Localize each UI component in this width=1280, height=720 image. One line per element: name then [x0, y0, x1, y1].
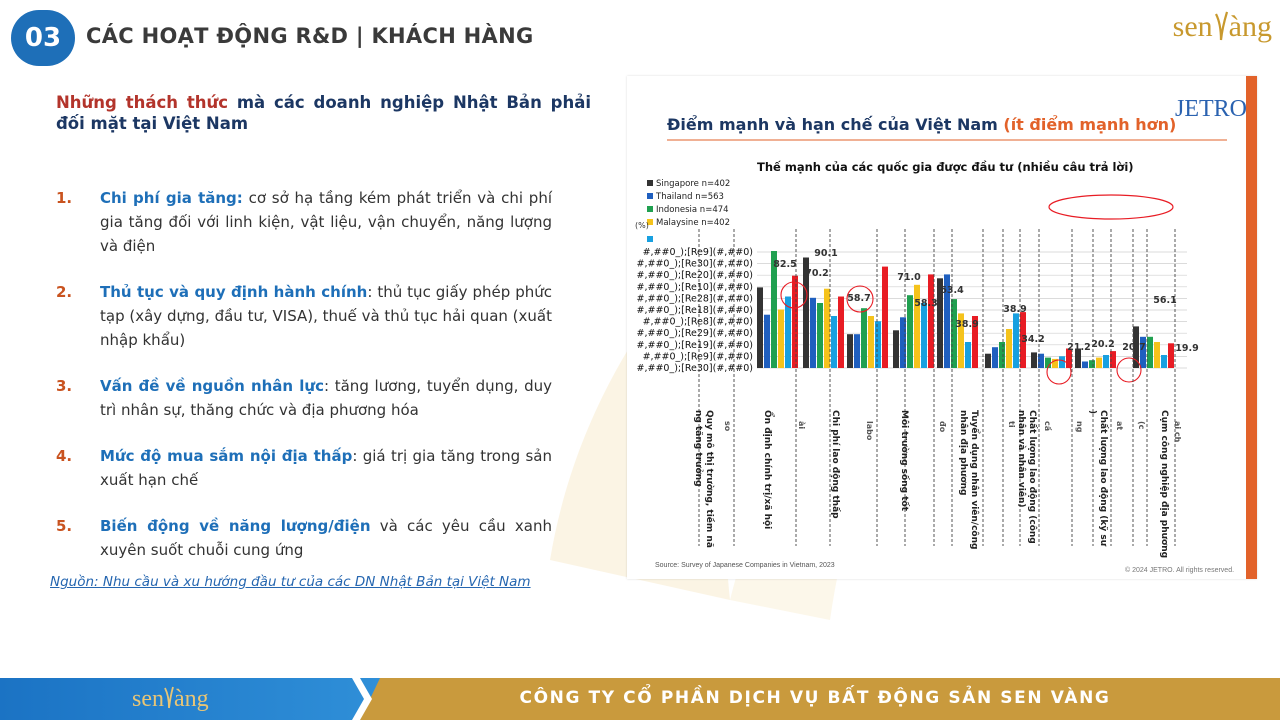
partial-category-label: (c [1137, 421, 1146, 430]
partial-category-label: cầ [1043, 421, 1052, 432]
tick-labels [637, 247, 753, 374]
chart-side-bar [1246, 76, 1257, 579]
bar [1161, 355, 1167, 368]
category-label: ) [1087, 410, 1097, 415]
value-label: 58.3 [914, 298, 938, 309]
bar [824, 289, 830, 368]
tick-label: #,##0_);[Re20](#,##0) [636, 270, 753, 282]
list-item [56, 280, 552, 352]
bar [928, 274, 934, 368]
category-label: Môi trường sống tốt [899, 410, 909, 511]
brand-text-post: àng [1228, 10, 1272, 43]
tick-label: #,##0_);[Re18](#,##0) [636, 305, 753, 316]
bar [1082, 362, 1088, 369]
partial-category-label: labo [865, 421, 874, 441]
legend-entry: Malaysine n=402 [656, 218, 730, 228]
bar [1096, 358, 1102, 368]
item-number: 3. [56, 377, 73, 395]
subtitle-rest: mà các doanh nghiệp Nhật Bản phải đối mặt tại Việt Nam [56, 93, 591, 133]
item-number: 5. [56, 517, 73, 535]
bar [810, 298, 816, 368]
chart-copyright: © 2024 JETRO. All rights reserved. [1125, 567, 1235, 574]
item-keyword: Chi phí gia tăng: [100, 189, 243, 207]
item-number: 4. [56, 447, 73, 465]
bar [882, 267, 888, 368]
list-item [56, 514, 552, 562]
bar [1013, 313, 1019, 368]
subtitle-highlight: Những thách thức [56, 93, 228, 112]
category-label: nhân và nhân viên) [1016, 410, 1026, 508]
legend-entry: Singapore n=402 [656, 179, 731, 189]
bar [868, 316, 874, 368]
category-label: Chi phí lao động thấp [830, 410, 840, 519]
value-label: 21.2 [1067, 342, 1091, 353]
category-label: Cụm công nghiệp địa phương [1159, 410, 1169, 559]
unit-swatch [647, 236, 653, 242]
bar [1147, 337, 1153, 368]
bar [764, 315, 770, 368]
item-text: : tăng lương, tuyển dụng, duy trì nhân sự, thăng chức và địa phương hóa [100, 377, 552, 419]
value-label: 90.1 [814, 248, 838, 259]
item-keyword: Thủ tục và quy định hành chính [100, 283, 368, 301]
jetro-logo: JETRO [1175, 96, 1247, 122]
company-name: CÔNG TY CỔ PHẦN DỊCH VỤ BẤT ĐỘNG SẢN SEN VÀNG [519, 688, 1111, 708]
item-keyword: Vấn đề về nguồn nhân lực [100, 377, 324, 395]
bar [1089, 360, 1095, 368]
chart-subtitle: Thế mạnh của các quốc gia được đầu tư (nhiều câu trả lời) [757, 160, 1134, 174]
legend-entry: Indonesia n=474 [656, 205, 729, 215]
partial-category-label: đo [938, 421, 947, 433]
category-label: Chất lượng lao động (công [1027, 410, 1037, 544]
bar [757, 287, 763, 368]
category-label: ng tăng trưởng [693, 410, 703, 487]
category-label: Tuyển dụng nhân viên/công [969, 410, 979, 550]
list-item [56, 186, 552, 258]
category-label: Chất lượng lao động (kỹ sư [1098, 410, 1108, 547]
item-keyword: Mức độ mua sắm nội địa thấp [100, 447, 353, 465]
legend-swatch [647, 193, 653, 199]
value-label: 38.9 [955, 319, 979, 330]
legend-swatch [647, 180, 653, 186]
item-text: cơ sở hạ tầng kém phát triển và chi phí gia tăng đối với linh kiện, vật liệu, vận chuyển, năng lượng và điện [100, 189, 552, 255]
brand-text-post: àng [174, 686, 209, 712]
chart-image-title: Điểm mạnh và hạn chế của Việt Nam (ít điểm mạnh hơn) [667, 115, 1177, 134]
chart-source: Source: Survey of Japanese Companies in Vietnam, 2023 [655, 562, 835, 569]
tick-label: #,##0_);[Re9](#,##0) [642, 351, 753, 363]
brand-text-pre: sen [132, 686, 164, 712]
bar [817, 303, 823, 368]
item-number: 1. [56, 189, 73, 207]
partial-category-label: ài [797, 421, 806, 430]
category-label: Ổn định chính trị/xã hội [762, 410, 772, 530]
bar [875, 321, 881, 368]
list-item [56, 444, 552, 492]
bar [854, 334, 860, 368]
tick-label: #,##0_);[Re30](#,##0) [636, 363, 753, 374]
brand-logo-top [1173, 8, 1272, 44]
value-label: 56.1 [1153, 295, 1177, 306]
legend-swatch [647, 206, 653, 212]
item-text: và các yêu cầu xanh xuyên suốt chuỗi cung ứng [100, 517, 552, 559]
brand-logo-bottom [132, 684, 209, 713]
value-label: 70.2 [805, 268, 829, 279]
value-label: 58.7 [847, 293, 871, 304]
tick-label: #,##0_);[Re10](#,##0) [636, 281, 753, 293]
challenge-list [56, 186, 552, 562]
item-keyword: Biến động về năng lượng/điện [100, 517, 371, 535]
bar [1031, 352, 1037, 368]
list-item [56, 374, 552, 422]
tick-label: #,##0_);[Re30](#,##0) [636, 258, 753, 270]
source-link[interactable]: Nguồn: Nhu cầu và xu hướng đầu tư của các DN Nhật Bản tại Việt Nam [50, 574, 531, 590]
legend-entry: Thailand n=563 [656, 192, 724, 202]
tick-label: #,##0_);[Re29](#,##0) [636, 328, 753, 340]
bar [838, 297, 844, 369]
bar [985, 354, 991, 368]
bar [831, 316, 837, 368]
value-label: 82.5 [773, 259, 797, 270]
value-label: 71.0 [897, 272, 921, 283]
bar [893, 330, 899, 368]
tick-label: #,##0_);[Re28](#,##0) [636, 293, 753, 305]
value-label: 20.7 [1122, 342, 1146, 353]
partial-category-label: ng [1075, 421, 1084, 433]
item-number: 2. [56, 283, 73, 301]
category-label: nhân địa phương [958, 410, 968, 496]
bar [1059, 356, 1065, 368]
bar [792, 276, 798, 368]
bar [1168, 343, 1174, 368]
bar [847, 334, 853, 368]
item-text: : thủ tục giấy phép phức tạp (xây dựng, đầu tư, VISA), thuế và thủ tục hải quan (xuất nhập khẩu) [100, 283, 552, 349]
brand-text-pre: sen [1172, 10, 1213, 43]
bar [1154, 342, 1160, 368]
partial-category-label: at [1115, 421, 1124, 431]
bar [965, 342, 971, 368]
category-label: Quy mô thị trường, tiềm nă [704, 410, 714, 548]
partial-category-label: ai ch [1173, 421, 1182, 443]
bar [1006, 329, 1012, 368]
value-label: 34.2 [1021, 334, 1045, 345]
lotus-icon [164, 684, 174, 710]
bar [861, 308, 867, 368]
section-number-badge: 03 [11, 10, 75, 66]
value-label: 63.4 [940, 285, 964, 296]
unit-label: (%) [635, 221, 649, 230]
bar [907, 295, 913, 368]
lotus-icon [1214, 8, 1228, 42]
bar [778, 310, 784, 369]
value-label: 19.9 [1175, 343, 1199, 354]
item-text: : giá trị gia tăng trong sản xuất hạn chế [100, 447, 552, 489]
chart-image-panel [627, 76, 1257, 579]
bar [992, 347, 998, 368]
value-label: 20.2 [1091, 339, 1115, 350]
chart-image [627, 76, 1257, 579]
tick-label: #,##0_);[Re8](#,##0) [642, 316, 753, 328]
bar [999, 342, 1005, 368]
bar [1103, 355, 1109, 368]
page-title: CÁC HOẠT ĐỘNG R&D | KHÁCH HÀNG [86, 24, 534, 48]
partial-category-label: ti [1007, 421, 1016, 428]
footer [0, 678, 1280, 720]
tick-label: #,##0_);[Re9](#,##0) [642, 247, 753, 258]
partial-category-label: so [723, 421, 732, 432]
value-label: 38.9 [1003, 304, 1027, 315]
tick-label: #,##0_);[Re19](#,##0) [636, 339, 753, 351]
slide-subtitle [56, 92, 591, 134]
bar [921, 303, 927, 368]
